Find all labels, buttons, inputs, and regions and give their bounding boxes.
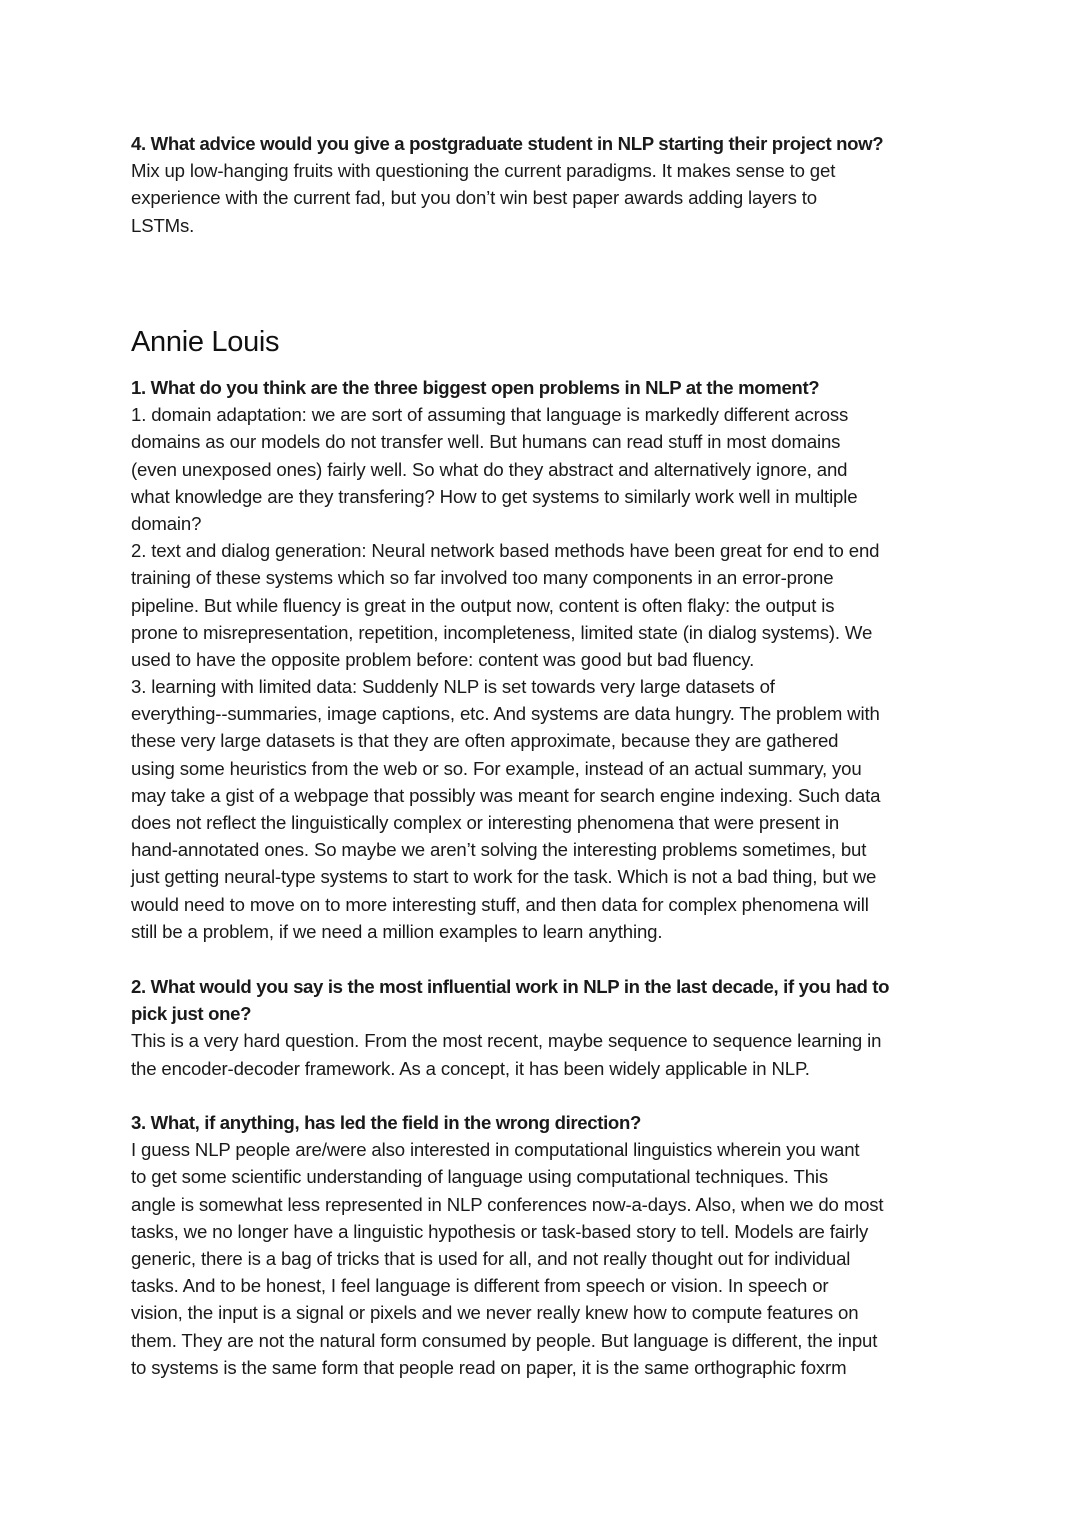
person-name-heading: Annie Louis — [131, 326, 280, 358]
answer-paragraph — [131, 401, 961, 945]
answer-line: I guess NLP people are/were also interested in computational linguistics wherein you want — [131, 1139, 860, 1161]
answer-line: everything--summaries, image captions, etc. And systems are data hungry. The problem with — [131, 703, 880, 725]
answer-line: This is a very hard question. From the most recent, maybe sequence to sequence learning in — [131, 1030, 882, 1052]
answer-line: what knowledge are they transfering? How to get systems to similarly work well in multiple — [131, 485, 858, 507]
answer-line: generic, there is a bag of tricks that is used for all, and not really thought out for individual — [131, 1247, 851, 1269]
answer-line: angle is somewhat less represented in NLP conferences now-a-days. Also, when we do most — [131, 1193, 884, 1215]
answer-line: hand-annotated ones. So maybe we aren’t solving the interesting problems sometimes, but — [131, 839, 867, 861]
answer-line: domains as our models do not transfer well. But humans can read stuff in most domains — [131, 431, 841, 453]
answer-line: Mix up low-hanging fruits with questioning the current paradigms. It makes sense to get — [131, 160, 836, 182]
question-line: 3. What, if anything, has led the field in the wrong direction? — [131, 1112, 641, 1133]
question-heading — [131, 374, 961, 401]
answer-line: domain? — [131, 512, 202, 534]
answer-line: 2. text and dialog generation: Neural network based methods have been great for end to end — [131, 540, 880, 562]
answer-line: training of these systems which so far involved too many components in an error-prone — [131, 567, 834, 589]
question-heading — [131, 130, 961, 157]
answer-line: to systems is the same form that people read on paper, it is the same orthographic foxrm — [131, 1356, 847, 1378]
qa-block-1 — [131, 374, 961, 945]
qa-block-3 — [131, 1109, 961, 1381]
answer-line: used to have the opposite problem before: content was good but bad fluency. — [131, 648, 755, 670]
qa-block-2 — [131, 973, 961, 1082]
answer-line: 3. learning with limited data: Suddenly NLP is set towards very large datasets of — [131, 676, 775, 698]
answer-line: using some heuristics from the web or so. For example, instead of an actual summary, you — [131, 757, 862, 779]
question-line: pick just one? — [131, 1003, 252, 1025]
answer-line: these very large datasets is that they are often approximate, because they are gathered — [131, 730, 839, 752]
answer-line: would need to move on to more interesting stuff, and then data for complex phenomena will — [131, 893, 869, 915]
answer-paragraph — [131, 157, 961, 239]
answer-line: pipeline. But while fluency is great in the output now, content is often flaky: the output is — [131, 594, 835, 616]
answer-line: tasks, we no longer have a linguistic hypothesis or task-based story to tell. Models are fairly — [131, 1220, 869, 1242]
question-heading — [131, 973, 961, 1027]
question-line: 2. What would you say is the most influential work in NLP in the last decade, if you had to — [131, 976, 890, 997]
prev-qa-block — [131, 130, 961, 239]
question-line: 1. What do you think are the three biggest open problems in NLP at the moment? — [131, 377, 820, 398]
answer-line: the encoder-decoder framework. As a concept, it has been widely applicable in NLP. — [131, 1057, 810, 1079]
answer-line: to get some scientific understanding of language using computational techniques. This — [131, 1166, 829, 1188]
answer-line: just getting neural-type systems to start to work for the task. Which is not a bad thing, but we — [131, 866, 877, 888]
answer-paragraph — [131, 1027, 961, 1081]
answer-line: experience with the current fad, but you don’t win best paper awards adding layers to — [131, 187, 817, 209]
answer-line: may take a gist of a webpage that possibly was meant for search engine indexing. Such data — [131, 784, 881, 806]
answer-line: 1. domain adaptation: we are sort of assuming that language is markedly different across — [131, 404, 849, 426]
answer-line: LSTMs. — [131, 214, 195, 236]
answer-line: them. They are not the natural form consumed by people. But language is different, the input — [131, 1329, 878, 1351]
answer-line: tasks. And to be honest, I feel language is different from speech or vision. In speech or — [131, 1275, 829, 1297]
question-heading — [131, 1109, 961, 1136]
answer-line: vision, the input is a signal or pixels and we never really knew how to compute features on — [131, 1302, 859, 1324]
answer-line: does not reflect the linguistically complex or interesting phenomena that were present in — [131, 812, 840, 833]
answer-line: prone to misrepresentation, repetition, incompleteness, limited state (in dialog systems). We — [131, 621, 873, 643]
answer-line: (even unexposed ones) fairly well. So what do they abstract and alternatively ignore, and — [131, 458, 848, 480]
answer-line: still be a problem, if we need a million examples to learn anything. — [131, 920, 663, 942]
answer-paragraph — [131, 1136, 961, 1381]
question-line: 4. What advice would you give a postgraduate student in NLP starting their project now? — [131, 133, 884, 154]
